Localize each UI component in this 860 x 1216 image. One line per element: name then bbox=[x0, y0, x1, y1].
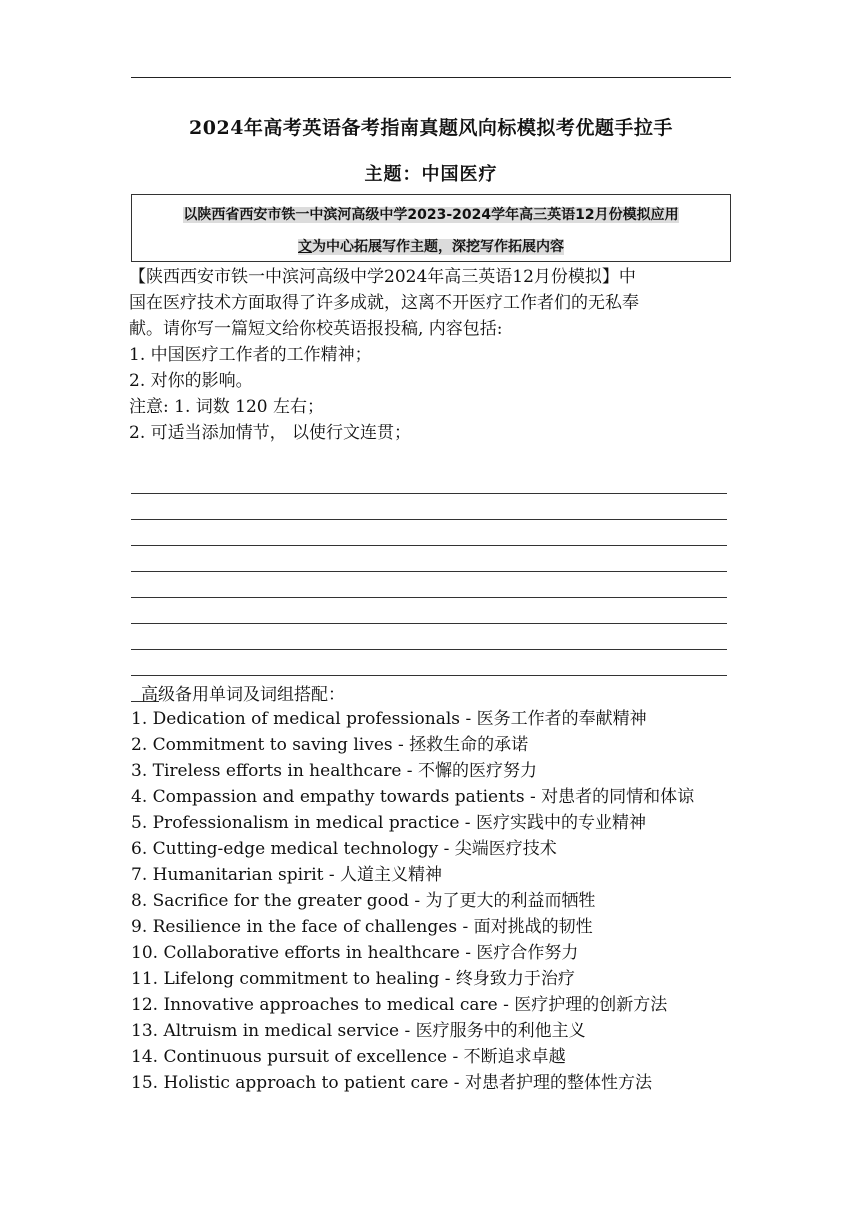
prompt-line: 献。请你写一篇短文给你校英语报投稿, 内容包括: bbox=[129, 319, 503, 339]
document-title: 2024年高考英语备考指南真题风向标模拟考优题手拉手 bbox=[189, 117, 673, 139]
answer-line bbox=[131, 468, 727, 494]
answer-line bbox=[131, 624, 727, 650]
vocab-item: 14. Continuous pursuit of excellence - 不断追求卓越 bbox=[131, 1047, 566, 1067]
answer-line bbox=[131, 650, 727, 676]
answer-line bbox=[131, 520, 727, 546]
answer-line bbox=[131, 598, 727, 624]
vocab-list bbox=[131, 706, 731, 1096]
prompt-line: 1. 中国医疗工作者的工作精神； bbox=[129, 345, 372, 365]
vocab-item: 8. Sacrifice for the greater good - 为了更大的利益而牺牲 bbox=[131, 891, 596, 911]
writing-prompt bbox=[129, 264, 733, 446]
vocab-item: 12. Innovative approaches to medical care - 医疗护理的创新方法 bbox=[131, 995, 668, 1015]
vocab-item: 3. Tireless efforts in healthcare - 不懈的医疗努力 bbox=[131, 761, 537, 781]
topic-box-line-1 bbox=[132, 204, 730, 224]
document-subtitle: 主题：中国医疗 bbox=[364, 164, 498, 185]
vocab-item: 10. Collaborative efforts in healthcare - 医疗合作努力 bbox=[131, 943, 579, 963]
vocab-item: 9. Resilience in the face of challenges - 面对挑战的韧性 bbox=[131, 917, 593, 937]
topic-box-line-2-text: 为中心拓展写作主题，深挖写作拓展内容 bbox=[312, 239, 564, 255]
topic-box bbox=[131, 194, 731, 262]
vocab-item: 6. Cutting-edge medical technology - 尖端医疗技术 bbox=[131, 839, 557, 859]
vocab-item: 13. Altruism in medical service - 医疗服务中的利他主义 bbox=[131, 1021, 586, 1041]
answer-lines bbox=[131, 468, 731, 702]
topic-box-line-2 bbox=[132, 236, 730, 256]
vocab-item: 7. Humanitarian spirit - 人道主义精神 bbox=[131, 865, 443, 885]
prompt-line: 2. 可适当添加情节， 以使行文连贯； bbox=[129, 423, 412, 443]
vocab-item: 4. Compassion and empathy towards patients - 对患者的同情和体谅 bbox=[131, 787, 695, 807]
topic-box-line-1-text: 以陕西省西安市铁一中滨河高级中学2023-2024学年高三英语12月份模拟应用 bbox=[183, 207, 679, 223]
prompt-line: 注意: 1. 词数 120 左右； bbox=[129, 397, 325, 417]
prompt-line: 2. 对你的影响。 bbox=[129, 371, 253, 391]
vocab-item: 1. Dedication of medical professionals - 医务工作者的奉献精神 bbox=[131, 709, 647, 729]
answer-line bbox=[131, 494, 727, 520]
prompt-line: 【陕西西安市铁一中滨河高级中学2024年高三英语12月份模拟】中 bbox=[129, 267, 636, 287]
prompt-line: 国在医疗技术方面取得了许多成就，这离不开医疗工作者们的无私奉 bbox=[129, 293, 639, 313]
vocab-heading: 高级备用单词及词组搭配： bbox=[141, 685, 345, 705]
vocab-item: 5. Professionalism in medical practice - 医疗实践中的专业精神 bbox=[131, 813, 646, 833]
vocab-item: 11. Lifelong commitment to healing - 终身致力于治疗 bbox=[131, 969, 575, 989]
vocab-item: 15. Holistic approach to patient care - 对患者护理的整体性方法 bbox=[131, 1073, 652, 1093]
header-rule bbox=[131, 77, 731, 78]
answer-line bbox=[131, 572, 727, 598]
answer-line bbox=[131, 546, 727, 572]
topic-box-underlined-char: 文 bbox=[298, 239, 312, 255]
vocab-item: 2. Commitment to saving lives - 拯救生命的承诺 bbox=[131, 735, 529, 755]
